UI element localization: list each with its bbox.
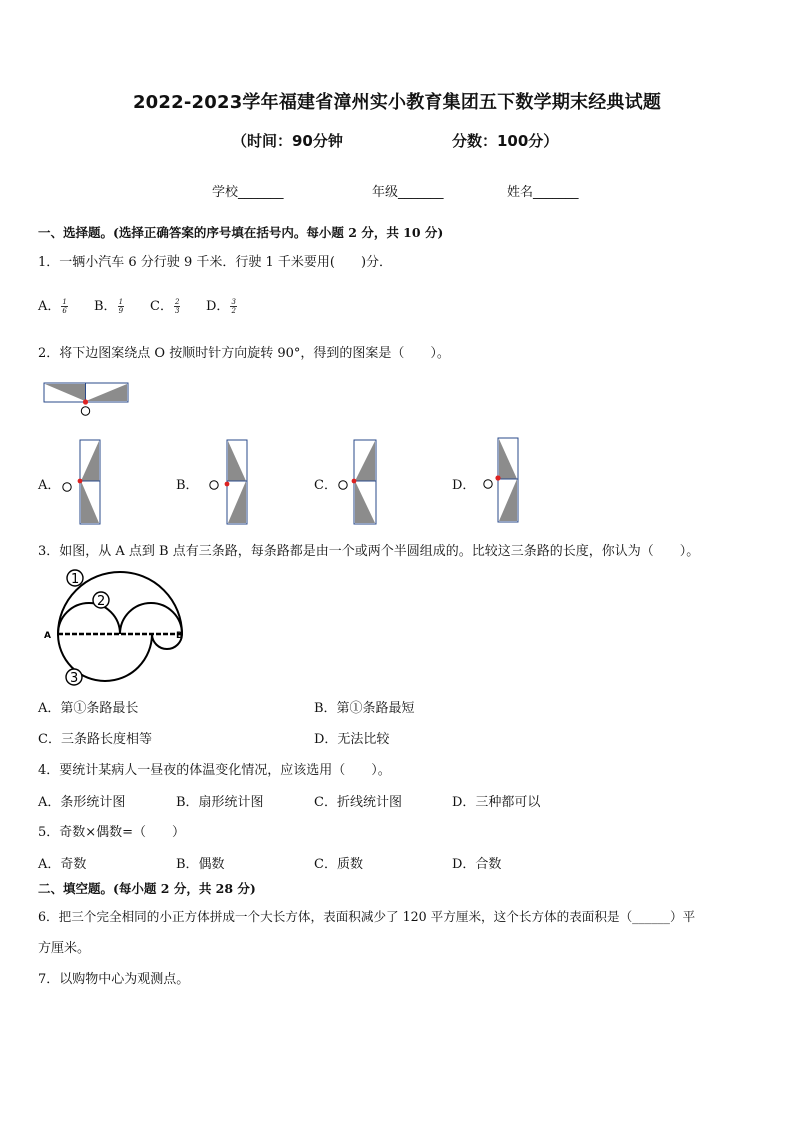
q1-option-c[interactable] — [150, 295, 181, 315]
q5-option-d[interactable]: D．合数 — [452, 857, 502, 872]
q2-original-figure — [40, 380, 132, 420]
path-1-label: 1 — [71, 572, 80, 587]
fraction: $\frac{1}{9}$ — [118, 298, 124, 315]
q1-stem: 1．一辆小汽车 6 分行驶 9 千米．行驶 1 千米要用( )分． — [38, 255, 393, 270]
q2-stem: 2．将下边图案绕点 O 按顺时针方向旋转 90°，得到的图案是（ ）。 — [38, 346, 450, 361]
name-field[interactable]: 姓名_______ — [507, 185, 579, 200]
q5-option-b[interactable]: B．偶数 — [176, 857, 225, 872]
q2-option-d-label[interactable]: D． — [452, 478, 476, 493]
fraction: $\frac{1}{6}$ — [62, 298, 67, 315]
fraction: $\frac{2}{3}$ — [174, 298, 180, 315]
section-2-heading: 二、填空题。(每小题 2 分，共 28 分) — [38, 881, 256, 896]
q1-option-d-label: D． — [206, 299, 230, 314]
q1-option-a-label: A． — [38, 299, 61, 314]
q5-option-a[interactable]: A．奇数 — [38, 857, 87, 872]
q2-option-a-label[interactable]: A． — [38, 478, 61, 493]
q3-option-a[interactable]: A．第①条路最长 — [38, 701, 139, 716]
path-2-label: 2 — [97, 594, 106, 609]
q6-stem-line1: 6．把三个完全相同的小正方体拼成一个大长方体，表面积减少了 120 平方厘米，这个长方体的表面积是（______）平 — [38, 909, 696, 924]
q1-option-b-label: B． — [94, 299, 117, 314]
exam-time: （时间：90分钟 — [232, 132, 343, 150]
path-3-label: 3 — [70, 671, 79, 686]
q2-option-c-figure[interactable] — [334, 438, 382, 528]
q1-option-c-label: C． — [150, 299, 173, 314]
q3-option-c[interactable]: C．三条路长度相等 — [38, 732, 152, 747]
school-field[interactable]: 学校_______ — [212, 185, 284, 200]
q5-stem: 5．奇数×偶数=（ ） — [38, 825, 186, 840]
q3-option-b[interactable]: B．第①条路最短 — [314, 701, 415, 716]
q6-stem-line2: 方厘米。 — [38, 941, 91, 956]
q2-option-b-label[interactable]: B． — [176, 478, 199, 493]
q3-option-d[interactable]: D．无法比较 — [314, 732, 390, 747]
grade-field[interactable]: 年级_______ — [372, 185, 444, 200]
q2-option-c-label[interactable]: C． — [314, 478, 337, 493]
q4-option-b[interactable]: B．扇形统计图 — [176, 795, 264, 810]
q2-option-a-figure[interactable] — [60, 438, 104, 528]
q2-option-b-figure[interactable] — [205, 438, 253, 528]
q7-stem: 7．以购物中心为观测点。 — [38, 972, 190, 987]
point-a-label: A — [44, 631, 51, 641]
fraction: $\frac{3}{2}$ — [231, 298, 236, 315]
q1-option-d[interactable] — [206, 295, 238, 315]
q1-option-a[interactable] — [38, 295, 69, 315]
q2-option-d-figure[interactable] — [478, 436, 526, 526]
exam-score: 分数：100分） — [452, 132, 559, 150]
point-b-label: B — [176, 631, 183, 641]
q3-stem: 3．如图，从 A 点到 B 点有三条路，每条路都是由一个或两个半圆组成的。比较这三条路的长度，你认为（ ）。 — [38, 544, 700, 559]
q4-option-d[interactable]: D．三种都可以 — [452, 795, 541, 810]
q4-stem: 4．要统计某病人一昼夜的体温变化情况，应该选用（ ）。 — [38, 763, 391, 778]
section-1-heading: 一、选择题。(选择正确答案的序号填在括号内。每小题 2 分，共 10 分) — [38, 225, 444, 240]
q3-figure — [38, 566, 198, 690]
page-title: 2022-2023学年福建省漳州实小教育集团五下数学期末经典试题 — [132, 92, 662, 113]
q4-option-a[interactable]: A．条形统计图 — [38, 795, 126, 810]
q4-option-c[interactable]: C．折线统计图 — [314, 795, 402, 810]
q1-option-b[interactable] — [94, 295, 125, 315]
q5-option-c[interactable]: C．质数 — [314, 857, 363, 872]
